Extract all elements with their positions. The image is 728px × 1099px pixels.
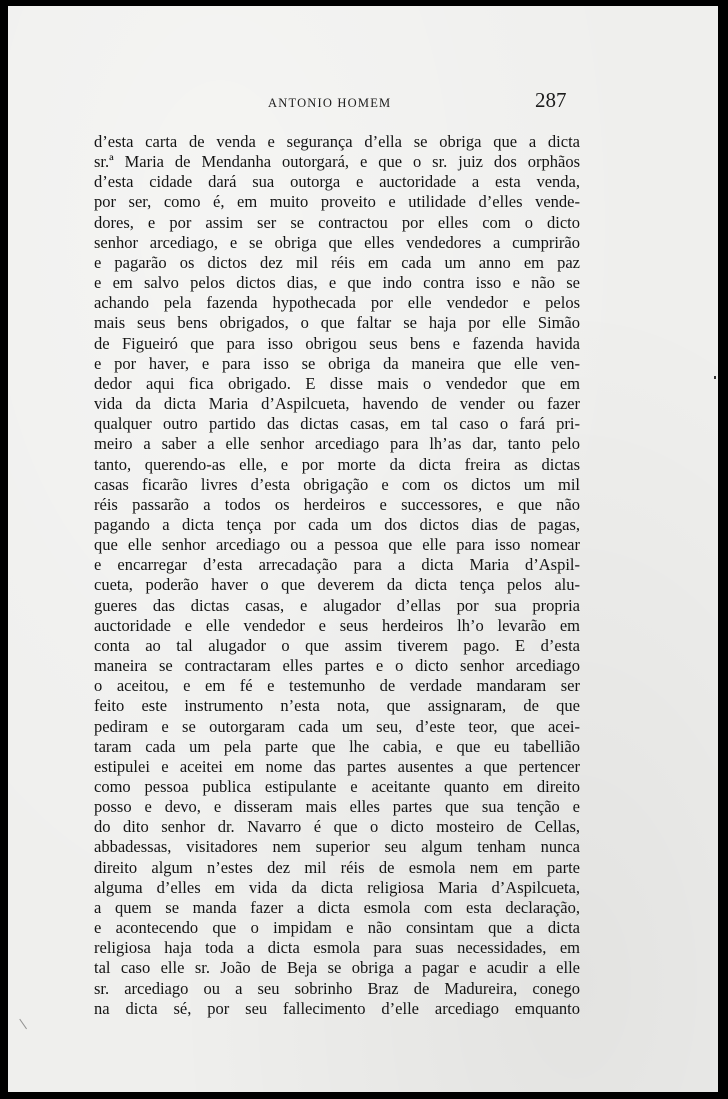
text-line: direito algum n’estes dez mil réis de esmola nem em parte xyxy=(94,857,580,877)
text-line: senhor arcediago, e se obriga que elles vendedores a cumprirão xyxy=(94,232,580,252)
text-line: do dito senhor dr. Navarro é que o dicto mosteiro de Cellas, xyxy=(94,817,580,837)
text-line: sr.ª Maria de Mendanha outorgará, e que o sr. juiz dos orphãos xyxy=(94,152,580,172)
text-line: vida da dicta Maria d’Aspilcueta, havendo de vender ou fazer xyxy=(94,394,580,414)
text-line: meiro a saber a elle senhor arcediago para lh’as dar, tanto pelo xyxy=(94,434,580,454)
text-line: auctoridade e elle vendedor e seus herdeiros lh’o levarão em xyxy=(94,615,580,635)
margin-mark xyxy=(19,1015,32,1029)
text-line: d’esta cidade dará sua outorga e auctoridade a esta venda, xyxy=(94,172,580,192)
text-line: achando pela fazenda hypothecada por elle vendedor e pelos xyxy=(94,293,580,313)
text-line: estipulei e aceitei em nome das partes ausentes a que pertencer xyxy=(94,756,580,776)
text-line: maneira se contractaram elles partes e o dicto senhor arcediago xyxy=(94,656,580,676)
text-line: e em salvo pelos dictos dias, e que indo contra isso e não se xyxy=(94,273,580,293)
text-line: e encarregar d’esta arrecadação para a dicta Maria d’Aspil- xyxy=(94,555,580,575)
text-line: como pessoa publica estipulante e aceitante quanto em direito xyxy=(94,777,580,796)
text-line: na dicta sé, por seu fallecimento d’elle arcediago emquanto xyxy=(94,998,580,1018)
text-line: dedor aqui fica obrigado. E disse mais o vendedor que em xyxy=(94,373,580,393)
text-line: o aceitou, e em fé e testemunho de verdade mandaram ser xyxy=(94,676,580,696)
text-line: tanto, querendo-as elle, e por morte da dicta freira as dictas xyxy=(94,454,580,474)
body-text xyxy=(94,132,580,1019)
text-line: e por haver, e para isso se obriga da maneira que elle ven- xyxy=(94,353,580,373)
text-line: de Figueiró que para isso obrigou seus bens e fazenda havida xyxy=(94,333,580,353)
text-line: e acontecendo que o impidam e não consintam que a dicta xyxy=(94,918,580,938)
text-line: tal caso elle sr. João de Beja se obriga a pagar e acudir a elle xyxy=(94,958,580,978)
text-line: e pagarão os dictos dez mil réis em cada um anno em paz xyxy=(94,252,580,272)
page-header xyxy=(8,90,718,120)
text-line: feito este instrumento n’esta nota, que assignaram, de que xyxy=(94,696,580,716)
text-line: d’esta carta de venda e segurança d’ella se obriga que a dicta xyxy=(94,132,580,151)
text-line: mais seus bens obrigados, o que faltar se haja por elle Simão xyxy=(94,313,580,333)
text-line: casas ficarão livres d’esta obrigação e com os dictos um mil xyxy=(94,474,580,494)
text-line: que elle senhor arcediago ou a pessoa que elle para isso nomear xyxy=(94,535,580,555)
text-line: gueres das dictas casas, e alugador d’ellas por sua propria xyxy=(94,595,580,615)
page-number: 287 xyxy=(535,88,567,112)
text-line: taram cada um pela parte que lhe cabia, e que eu tabellião xyxy=(94,736,580,756)
text-line: réis passarão a todos os herdeiros e successores, e que não xyxy=(94,494,580,514)
text-line: religiosa haja toda a dicta esmola para suas necessidades, em xyxy=(94,938,580,958)
margin-dot xyxy=(714,376,716,379)
text-line: posso e devo, e disseram mais elles partes que sua tenção e xyxy=(94,797,580,817)
text-line: pediram e se outorgaram cada um seu, d’este teor, que acei- xyxy=(94,716,580,736)
text-line: sr. arcediago ou a seu sobrinho Braz de Madureira, conego xyxy=(94,978,580,998)
text-line: cueta, poderão haver o que deverem da dicta tença pelos alu- xyxy=(94,575,580,595)
text-line: alguma d’elles em vida da dicta religiosa Maria d’Aspilcueta, xyxy=(94,877,580,897)
text-line: abbadessas, visitadores nem superior seu algum tenham nunca xyxy=(94,837,580,857)
text-line: qualquer outro partido das dictas casas, em tal caso o fará pri- xyxy=(94,414,580,434)
book-page xyxy=(8,6,718,1092)
text-line: por ser, como é, em muito proveito e utilidade d’elles vende- xyxy=(94,192,580,212)
text-line: dores, e por assim ser se contractou por elles com o dicto xyxy=(94,212,580,232)
text-line: conta ao tal alugador o que assim tiverem pago. E d’esta xyxy=(94,635,580,655)
text-line: pagando a dicta tença por cada um dos dictos dias de pagas, xyxy=(94,514,580,534)
text-line: a quem se manda fazer a dicta esmola com esta declaração, xyxy=(94,897,580,917)
running-head: ANTONIO HOMEM xyxy=(268,96,392,110)
